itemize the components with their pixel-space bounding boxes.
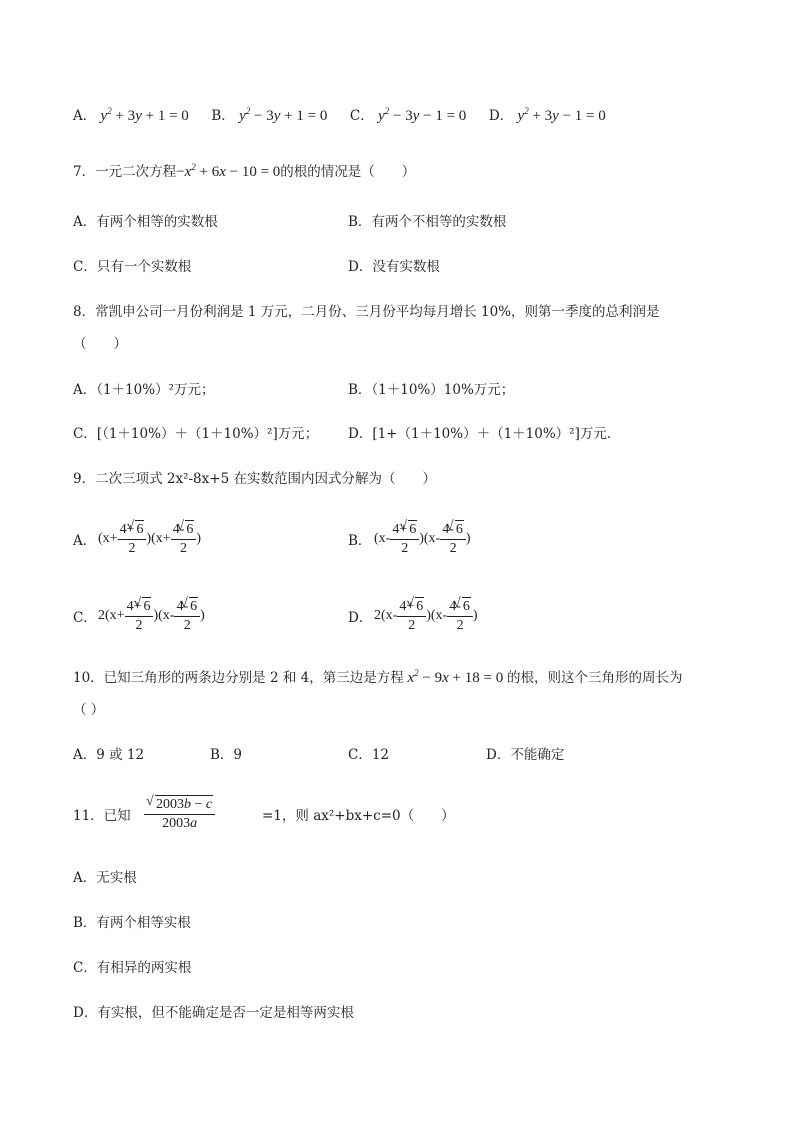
q9-option-d-label: D． [348,610,373,626]
q7-prefix: 7．一元二次方程 [73,164,177,180]
q7-suffix: 的根的情况是（ ） [280,164,416,180]
q9-option-b-label: B． [348,533,372,549]
q7-equation: $-x^2 + 6x - 10 = 0$ [176,162,281,180]
q7-option-c: C．只有一个实数根 [73,259,192,275]
q11-suffix: =1，则 ax²+bx+c=0（ ） [262,808,455,824]
q11-option-b: B．有两个相等实根 [73,915,191,931]
q8-option-a: A．（1＋10%）²万元； [73,382,215,398]
q10-stem-line2: （ ） [73,702,105,718]
q11-option-c: C．有相异的两实根 [73,960,192,976]
q9-stem: 9．二次三项式 2x²-8x+5 在实数范围内因式分解为（ ） [73,471,436,487]
q7-option-d: D．没有实数根 [348,259,440,275]
q6-option-d-label: D． [488,108,514,124]
q8-stem-line1: 8．常凯申公司一月份利润是 1 万元，二月份、三月份平均每月增长 10%，则第一季度的总利润是 [73,304,660,320]
q10-option-c: C．12 [348,747,390,763]
q8-option-b: B．（1＋10%）10%万元； [348,382,515,398]
q6-option-b-equation: $y^2 - 3y + 1 = 0$ [239,106,328,124]
q10-stem [73,668,682,688]
q7-option-a: A．有两个相等的实数根 [73,214,218,230]
q6-option-d-equation: $y^2 + 3y - 1 = 0$ [517,106,606,124]
q7-stem [73,162,415,182]
q9-option-a-label: A． [73,533,97,549]
q6-option-a-equation: $y^2 + 3y + 1 = 0$ [100,106,189,124]
q9-option-d-expression: 2(x- $\frac{4+√ 6}{2}$ )(x- $\frac{4-√ 6}{2}$ ) [374,597,478,635]
q10-equation: $x^2 - 9x + 18 = 0$ [403,668,507,686]
q9-option-b-expression: (x- $\frac{4+√ 6}{2}$ )(x- $\frac{4-√ 6}{2}$ ) [374,520,471,558]
q10-suffix: 的根，则这个三角形的周长为 [506,670,683,686]
q10-prefix: 10．已知三角形的两条边分别是 2 和 4，第三边是方程 [73,670,404,686]
q9-option-c-expression: 2(x+ $\frac{4+√ 6}{2}$ )(x- $\frac{4-√ 6}{2}$ ) [98,597,205,635]
q10-option-d: D．不能确定 [486,747,565,763]
q8-option-c: C．[（1＋10%）＋（1＋10%）²]万元； [73,426,319,442]
q6-option-b-label: B． [211,108,235,124]
q10-option-b: B．9 [210,747,243,763]
q6-option-a-label: A． [73,108,97,124]
q9-option-c-label: C． [73,610,97,626]
q8-option-d: D．[1+（1＋10%）＋（1＋10%）²]万元． [348,426,621,442]
q7-option-b: B．有两个不相等的实数根 [348,214,507,230]
q10-option-a: A．9 或 12 [73,747,145,763]
q6-option-c-label: C． [349,108,374,124]
q11-fraction: √ $\frac{2003b - c}{2003a}$ [144,795,215,833]
q9-option-a-expression: (x+ $\frac{4+√ 6}{2}$ )(x+ $\frac{4-√ 6}{2}$ ) [98,520,201,558]
q8-stem-line2: （ ） [73,336,127,352]
q11-option-a: A．无实根 [73,870,137,886]
q6-options-row [73,106,606,126]
q11-prefix: 11．已知 [73,808,131,824]
q11-option-d: D．有实根，但不能确定是否一定是相等两实根 [73,1005,354,1021]
q6-option-c-equation: $y^2 - 3y - 1 = 0$ [378,106,467,124]
